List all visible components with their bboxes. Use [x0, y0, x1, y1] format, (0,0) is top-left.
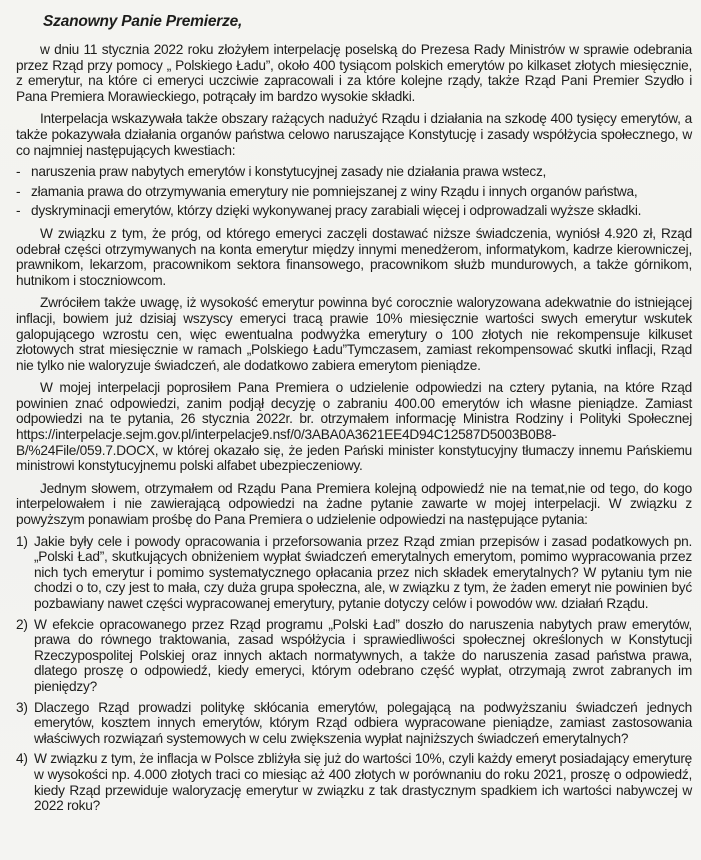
paragraph-abuse-areas: Interpelacja wskazywała także obszary rażących nadużyć Rządu i działania na szkodę 400 tysięcy emerytów, a także pokazywała działania organów państwa celowo naruszające Konstytucję i zasady współżycia społecznego, w co najmniej następujących kwestiach:	[16, 111, 692, 158]
salutation: Szanowny Panie Premierze,	[43, 13, 243, 30]
question-text: Jakie były cele i powody opracowania i przeforsowania przez Rząd zmian przepisów i zasad podatkowych pn. „Polski Ład”, skutkujących obniżeniem wypłat świadczeń emerytalnych emerytom, pomimo wypracowania przez nich tych emerytur i pomimo systematycznego opłacania przez nich składek emerytalnych? W pytaniu tym nie chodzi o to, czy jest to mała, czy duża grupa społeczna, ale, w związku z tym, że żaden emeryt nie powinien być pozbawiany nawet części wypracowanej emerytury, pytanie dotyczy celów i powodów ww. działań Rządu.	[34, 533, 692, 611]
question-item-1	[16, 534, 692, 612]
dash-marker: -	[16, 183, 21, 199]
question-item-3	[16, 700, 692, 747]
dash-list	[16, 164, 692, 219]
question-marker: 1)	[16, 533, 28, 549]
dash-item-pension-law	[16, 184, 692, 200]
question-marker: 2)	[16, 616, 28, 632]
dash-item-text: naruszenia praw nabytych emerytów i konstytucyjnej zasady nie działania prawa wstecz,	[31, 164, 547, 180]
question-item-2	[16, 617, 692, 695]
paragraph-summary-renewal: Jednym słowem, otrzymałem od Rządu Pana Premiera kolejną odpowiedź nie na temat,nie od tego, do kogo interpelowałem i nie zawierającą odpowiedzi na żadne pytanie zawarte w mojej interpelacji. W związku z powyższym ponawiam prośbę do Pana Premiera o udzielenie odpowiedzi na następujące pytania:	[16, 480, 692, 528]
dash-item-text: złamania prawa do otrzymywania emerytury nie pomniejszanej z winy Rządu i innych organów państwa,	[31, 183, 638, 199]
dash-marker: -	[16, 203, 21, 219]
paragraph-ministry-response: W mojej interpelacji poprosiłem Pana Premiera o udzielenie odpowiedzi na cztery pytania, na które Rząd powinien znać odpowiedzi, zanim podjął decyzję o zabraniu 400.00 emerytów ich własne pieniądze. Zamiast odpowiedzi na te pytania, 26 stycznia 2022r. br. otrzymałem informację Ministra Rodziny i Polityki Społecznej https://interpelacje.sejm.gov.pl/interpelacje9.nsf/0/3ABA0A3621EE4D94C12587D5003B0B8-B/%24File/059.7.DOCX, w której okazało się, że jeden Pański minister konstytucyjny tłumaczy innemu Pańskiemu ministrowi konstytucyjnemu polski alfabet ubezpieczeniowy.	[16, 380, 692, 474]
paragraph-threshold: W związku z tym, że próg, od którego emeryci zaczęli dostawać niższe świadczenia, wyniósł 4.920 zł, Rząd odebrał części otrzymywanych na konta emerytur między innymi menedżerom, informatykom, kadrze kierowniczej, prawnikom, lekarzom, pracownikom sektora finansowego, pracownikom służb mundurowych, a także górnikom, hutnikom i stoczniowcom.	[16, 225, 692, 288]
paragraph-interpellation-filed: w dniu 11 stycznia 2022 roku złożyłem interpelację poselską do Prezesa Rady Ministrów w sprawie odebrania przez Rząd przy pomocy „ Polskiego Ładu”, około 400 tysiącom polskich emerytów po kilkaset złotych miesięcznie, z emerytur, na które ci emeryci uczciwie zapracowali i za które kolejne rządy, także Rząd Pani Premier Szydło i Pana Premiera Morawieckiego, potrącały im bardzo wysokie składki.	[16, 42, 692, 104]
dash-item-discrimination	[16, 203, 692, 219]
dash-item-acquired-rights	[16, 164, 692, 180]
question-text: Dlaczego Rząd prowadzi politykę skłócania emerytów, polegającą na podwyższaniu świadczeń jednych emerytów, kosztem innych emerytów, którym Rząd odbiera wypracowane pieniądze, zamiast zastosowania właściwych rozwiązań systemowych w celu zwiększenia wypłat najniższych świadczeń emerytalnych?	[34, 699, 692, 746]
question-text: W efekcie opracowanego przez Rząd programu „Polski Ład” doszło do naruszenia nabytych praw emerytów, prawa do równego traktowania, zasad współżycia i sprawiedliwości społecznej określonych w Konstytucji Rzeczypospolitej Polskiej oraz innych aktach normatywnych, a także do naruszenia zasad państwa prawa, dlatego proszę o odpowiedź, kiedy emeryci, którym odebrano część wypłat, otrzymają zwrot zabranych im pieniędzy?	[34, 616, 692, 694]
dash-item-text: dyskryminacji emerytów, którzy dzięki wykonywanej pracy zarabiali więcej i odprowadzali wyższe składki.	[31, 203, 642, 219]
question-item-4	[16, 751, 692, 813]
question-list	[16, 534, 692, 814]
question-marker: 3)	[16, 699, 28, 715]
question-text: W związku z tym, że inflacja w Polsce zbliżyła się już do wartości 10%, czyli każdy emeryt posiadający emeryturę w wysokości np. 4.000 złotych traci co miesiąc aż 400 złotych w porównaniu do roku 2021, proszę o odpowiedź, kiedy Rząd przewiduje waloryzację emerytur w związku z tak drastycznym spadkiem ich wartości nabywczej w 2022 roku?	[34, 751, 692, 814]
paragraph-indexation: Zwróciłem także uwagę, iż wysokość emerytur powinna być corocznie waloryzowana adekwatnie do istniejącej inflacji, bowiem już dzisiaj wszyscy emeryci tracą prawie 10% miesięcznie wartości swych emerytur wskutek galopującego wzrostu cen, więc ewentualna podwyżka emerytury o 100 złotych nie rekompensuje kilkuset złotowych strat miesięcznie w ramach „Polskiego Ładu”Tymczasem, zamiast rekompensować skutki inflacji, Rząd nie tylko nie waloryzuje świadczeń, ale dodatkowo zabiera emerytom pieniądze.	[16, 295, 692, 373]
question-marker: 4)	[16, 751, 28, 767]
dash-marker: -	[16, 164, 21, 180]
